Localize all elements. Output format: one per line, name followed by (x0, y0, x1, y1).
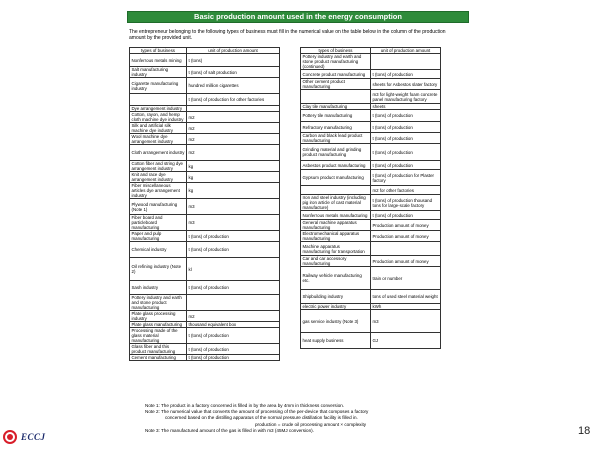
unit-cell: m3 (371, 310, 441, 333)
unit-cell: m2 (187, 134, 280, 145)
business-type-cell: Nonferrous metals manufacturing (301, 211, 371, 220)
business-type-cell: Sash industry (130, 281, 187, 295)
table-row (130, 134, 280, 145)
business-table-left (129, 47, 280, 361)
business-type-cell: Oil refining industry (Note 2) (130, 258, 187, 281)
table-row (130, 281, 280, 295)
unit-cell: t (tons) of production for other factories (187, 94, 280, 106)
table-row (301, 231, 441, 242)
unit-cell: kg (187, 161, 280, 172)
unit-cell: GJ (371, 333, 441, 349)
business-type-cell: Fiber miscellaneous articles dye arrangement industry (130, 183, 187, 199)
business-type-cell: Dye arrangement industry (130, 106, 187, 112)
table-row (301, 79, 441, 90)
business-type-cell: Cotton, rayon, and hemp cloth machine dye industry (130, 112, 187, 123)
unit-cell: t (tons) of production (187, 328, 280, 344)
business-type-cell: Plywood manufacturing (Note 1) (130, 199, 187, 215)
unit-cell: t (tons) (187, 54, 280, 67)
column-header-business: types of business (130, 48, 187, 54)
table-row (301, 211, 441, 220)
business-type-cell: Wool machine dye arrangement industry (130, 134, 187, 145)
business-type-cell: Pottery industry and earth and stone product manufacturing (continued) (301, 54, 371, 70)
business-type-cell: Nonferrous metals mining (130, 54, 187, 67)
business-type-cell: Railway vehicle manufacturing etc. (301, 267, 371, 290)
unit-cell: t (tons) of production (187, 231, 280, 242)
unit-cell: m2 (187, 311, 280, 322)
unit-cell: t (tons) of production (371, 144, 441, 161)
table-row (130, 78, 280, 94)
table-row (301, 161, 441, 170)
table-row (301, 333, 441, 349)
business-type-cell: Pottery industry and earth and stone product manufacturing (130, 295, 187, 311)
unit-cell: m2 (187, 123, 280, 134)
table-row (130, 295, 280, 311)
table-row (130, 231, 280, 242)
column-header-unit: unit of production amount (371, 48, 441, 54)
unit-cell: t (tons) of production (187, 242, 280, 258)
table-row (301, 242, 441, 256)
unit-cell (371, 242, 441, 256)
business-type-cell: Cement manufacturing (130, 355, 187, 361)
unit-cell: t (tons) of production (371, 211, 441, 220)
table-row (130, 145, 280, 161)
business-type-cell: Refractory manufacturing (301, 122, 371, 133)
table-row (130, 199, 280, 215)
business-type-cell: Knit and race dye arrangement industry (130, 172, 187, 183)
table-row (130, 94, 280, 106)
business-type-cell: Plate glass processing industry (130, 311, 187, 322)
intro-paragraph: The entrepreneur belonging to the following types of business must fill in the numerical value on the table below in the column of the production amount by the provided unit. (129, 29, 446, 42)
unit-cell: Production amount of money (371, 256, 441, 267)
business-type-cell: Electromechanical apparatus manufacturing (301, 231, 371, 242)
unit-cell: m2 (187, 145, 280, 161)
eccj-logo (3, 427, 77, 447)
table-row (301, 186, 441, 195)
unit-cell: t (tons) of production (371, 161, 441, 170)
unit-cell: m2 for other factories (371, 186, 441, 195)
table-row (301, 54, 441, 70)
unit-cell: t (tons) of production (371, 110, 441, 122)
unit-cell: t (tons) of production (187, 281, 280, 295)
footnote-line: Note 2: The numerical value that converts the amount of processing of the per-device that composes a factory (145, 409, 369, 415)
logo-text: ECCJ (21, 432, 46, 442)
business-type-cell: electric power industry (301, 304, 371, 310)
table-row (130, 328, 280, 344)
unit-cell: m3 (187, 199, 280, 215)
business-type-cell: Processing made of the glass material manufacturing (130, 328, 187, 344)
unit-cell: m2 (187, 112, 280, 123)
column-header-unit: unit of production amount (187, 48, 280, 54)
table-row (130, 67, 280, 78)
document-title: Basic production amount used in the energy consumption (127, 11, 469, 23)
table-row (130, 54, 280, 67)
unit-cell: kWh (371, 304, 441, 310)
unit-cell: m3 for light-weight foam concrete panel manufacturing factory (371, 90, 441, 104)
business-type-cell: gas service industry (Note 3) (301, 310, 371, 333)
table-row (130, 242, 280, 258)
unit-cell: Production amount of money (371, 220, 441, 231)
business-type-cell (301, 186, 371, 195)
unit-cell: t (tons) of production thousand tons for large-scale factory (371, 195, 441, 211)
business-type-cell: Concrete product manufacturing (301, 70, 371, 79)
unit-cell: hundred million cigarettes (187, 78, 280, 94)
business-type-cell: Iron and steel industry (including pig iron article of cast material manufacture) (301, 195, 371, 211)
business-type-cell: Clay tile manufacturing (301, 104, 371, 110)
business-type-cell: Carbon and black lead product manufacturing (301, 133, 371, 144)
table-row (301, 290, 441, 304)
unit-cell: t (tons) of production for Plaster factory (371, 170, 441, 186)
unit-cell: sheets for Asbestos slater factory (371, 79, 441, 90)
unit-cell: thousand equivalent box (187, 322, 280, 328)
business-table-right (300, 47, 441, 349)
unit-cell: kl (187, 258, 280, 281)
table-row (301, 220, 441, 231)
table-row (301, 110, 441, 122)
business-type-cell (301, 90, 371, 104)
business-type-cell: Cloth arrangement industry (130, 145, 187, 161)
unit-cell (371, 54, 441, 70)
table-row (301, 195, 441, 211)
page-number: 18 (578, 425, 591, 437)
table-row (130, 258, 280, 281)
business-type-cell: Car and car accessory manufacturing (301, 256, 371, 267)
table-row (130, 161, 280, 172)
business-type-cell: Asbestos product manufacturing (301, 161, 371, 170)
footnote-line: production = crude oil processing amount × complexity (255, 421, 367, 427)
business-type-cell: Machine apparatus manufacturing for transportation (301, 242, 371, 256)
eccj-emblem-icon (3, 430, 17, 444)
table-row (130, 112, 280, 123)
unit-cell: t (tons) of salt production (187, 67, 280, 78)
business-type-cell: Plate glass manufacturing (130, 322, 187, 328)
business-type-cell: Salt manufacturing industry (130, 67, 187, 78)
table-row (130, 215, 280, 231)
business-type-cell: Paper and pulp manufacturing (130, 231, 187, 242)
unit-cell: train or number (371, 267, 441, 290)
unit-cell: tons of used steel material weight (371, 290, 441, 304)
business-type-cell: Fiber board and particleboard manufacturing (130, 215, 187, 231)
table-row (130, 344, 280, 355)
unit-cell: t (tons) of production (371, 122, 441, 133)
unit-cell: t (tons) of production (371, 70, 441, 79)
business-type-cell: Cigarette manufacturing industry (130, 78, 187, 94)
table-row (301, 256, 441, 267)
business-type-cell: General machine apparatus manufacturing (301, 220, 371, 231)
unit-cell: kg (187, 172, 280, 183)
table-row (301, 310, 441, 333)
table-row (130, 123, 280, 134)
footnotes (145, 403, 465, 434)
column-header-business: types of business (301, 48, 371, 54)
business-type-cell: Grinding material and grinding product manufacturing (301, 144, 371, 161)
business-type-cell: Glass fiber and this product manufacturing (130, 344, 187, 355)
unit-cell: t (tons) of production (371, 133, 441, 144)
business-type-cell (130, 94, 187, 106)
unit-cell: t (tons) of production (187, 344, 280, 355)
footnote-line: Note 1: The product in a factory concerned is filled in by the area by 4mm in thickness conversion. (145, 403, 345, 408)
business-type-cell: Cotton fiber and string dye arrangement industry (130, 161, 187, 172)
table-row (130, 311, 280, 322)
unit-cell: sheets (371, 104, 441, 110)
business-type-cell: Gypsum product manufacturing (301, 170, 371, 186)
business-type-cell: Other cement product manufacturing (301, 79, 371, 90)
table-row (130, 355, 280, 361)
business-type-cell: Shipbuilding industry (301, 290, 371, 304)
table-row (301, 70, 441, 79)
table-row (130, 183, 280, 199)
table-row (301, 144, 441, 161)
table-row (301, 90, 441, 104)
unit-cell (187, 295, 280, 311)
unit-cell: Production amount of money (371, 231, 441, 242)
table-row (301, 170, 441, 186)
business-type-cell: heat supply business (301, 333, 371, 349)
table-row (301, 122, 441, 133)
unit-cell: t (tons) of production (187, 355, 280, 361)
table-row (130, 172, 280, 183)
business-type-cell: Silk and artificial silk machine dye industry (130, 123, 187, 134)
business-type-cell: Chemical industry (130, 242, 187, 258)
footnote-line: Note 3: The manufactured amount of the gas is filled in with m3 (45MJ conversion). (145, 427, 314, 433)
table-row (301, 267, 441, 290)
business-type-cell: Pottery tile manufacturing (301, 110, 371, 122)
table-row (301, 133, 441, 144)
unit-cell: m3 (187, 215, 280, 231)
footnote-line: concerned based on the distilling apparatus of the normal pressure distillation facility is filled in. (165, 415, 358, 421)
unit-cell: kg (187, 183, 280, 199)
